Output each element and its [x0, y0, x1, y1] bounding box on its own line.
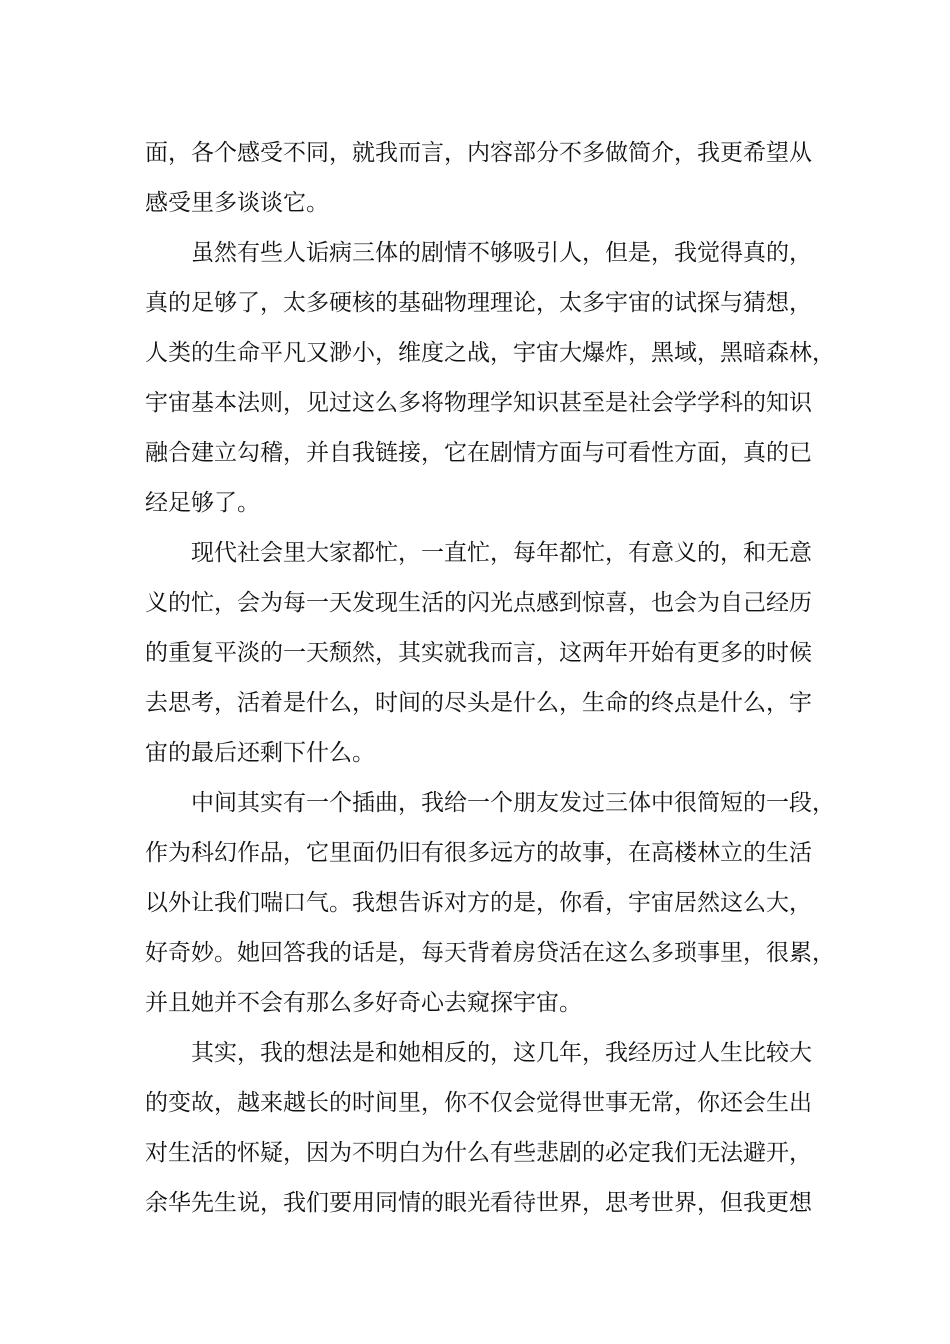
text-line-5: 人类的生命平凡又渺小，维度之战，宇宙大爆炸，黑域，黑暗森林，: [145, 340, 835, 366]
text-line-4: 真的足够了，太多硬核的基础物理理论，太多宇宙的试探与猜想，: [145, 290, 812, 316]
text-line-14: 中间其实有一个插曲，我给一个朋友发过三体中很简短的一段，: [145, 790, 835, 816]
text-line-17: 好奇妙。她回答我的话是，每天背着房贷活在这么多琐事里，很累，: [145, 940, 835, 966]
text-line-21: 对生活的怀疑，因为不明白为什么有些悲剧的必定我们无法避开，: [145, 1140, 812, 1166]
text-line-19: 其实，我的想法是和她相反的，这几年，我经历过人生比较大: [145, 1040, 812, 1066]
text-line-11: 的重复平淡的一天颓然，其实就我而言，这两年开始有更多的时候: [145, 640, 812, 666]
text-line-10: 义的忙，会为每一天发现生活的闪光点感到惊喜，也会为自己经历: [145, 590, 812, 616]
text-line-1: 面，各个感受不同，就我而言，内容部分不多做简介，我更希望从: [145, 140, 812, 166]
text-line-6: 宇宙基本法则，见过这么多将物理学知识甚至是社会学学科的知识: [145, 390, 812, 416]
text-line-22: 余华先生说，我们要用同情的眼光看待世界，思考世界，但我更想: [145, 1190, 812, 1216]
text-line-15: 作为科幻作品，它里面仍旧有很多远方的故事，在高楼林立的生活: [145, 840, 812, 866]
text-line-13: 宙的最后还剩下什么。: [145, 740, 375, 766]
text-line-2: 感受里多谈谈它。: [145, 190, 329, 216]
text-line-7: 融合建立勾稽，并自我链接，它在剧情方面与可看性方面，真的已: [145, 440, 812, 466]
text-line-18: 并且她并不会有那么多好奇心去窥探宇宙。: [145, 990, 582, 1016]
text-line-16: 以外让我们喘口气。我想告诉对方的是，你看，宇宙居然这么大，: [145, 890, 812, 916]
body-text: [145, 128, 835, 1228]
text-line-9: 现代社会里大家都忙，一直忙，每年都忙，有意义的，和无意: [145, 540, 812, 566]
text-line-8: 经足够了。: [145, 490, 260, 516]
text-line-12: 去思考，活着是什么，时间的尽头是什么，生命的终点是什么，宇: [145, 690, 812, 716]
text-line-20: 的变故，越来越长的时间里，你不仅会觉得世事无常，你还会生出: [145, 1090, 812, 1116]
text-line-3: 虽然有些人诟病三体的剧情不够吸引人，但是，我觉得真的，: [145, 240, 812, 266]
